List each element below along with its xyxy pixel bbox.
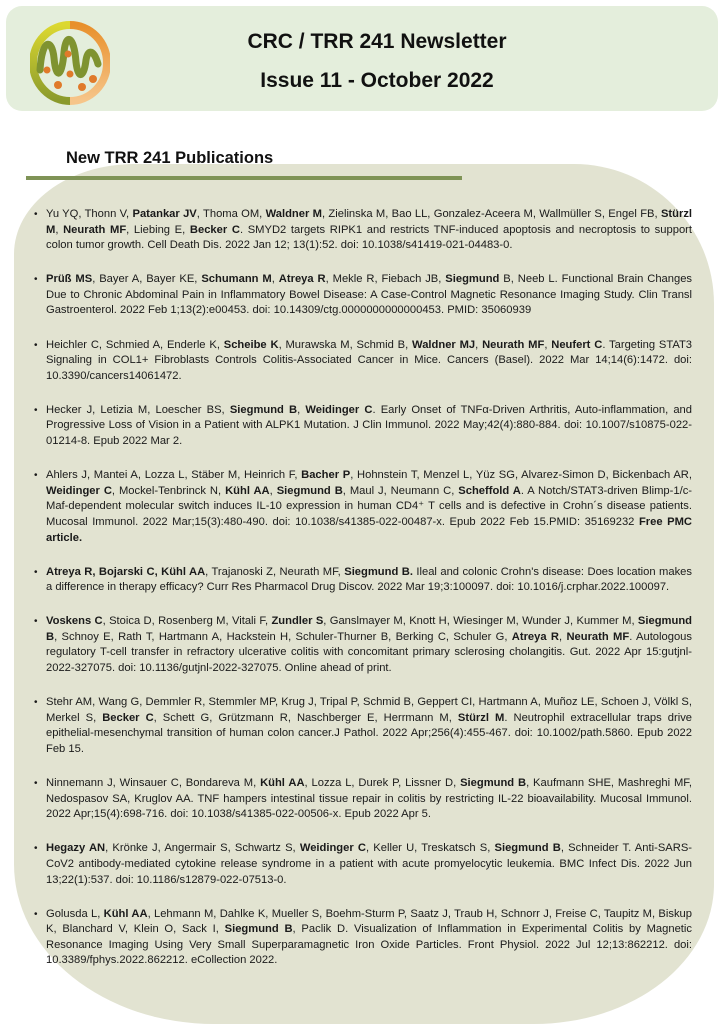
newsletter-title: CRC / TRR 241 Newsletter bbox=[247, 30, 507, 53]
publication-item bbox=[34, 841, 692, 888]
citation-text: . Targeting STAT3 Signaling in COL1+ Fibroblasts Controls Colitis-Associated Cancer in Mice. Cancers (Basel). 2022 Mar 14;14(6):1472. doi: 10.3390/cancers14061472. bbox=[46, 338, 693, 382]
citation-text: , Mekle R, Fiebach JB, bbox=[325, 273, 446, 286]
highlighted-author: Weidinger C bbox=[46, 484, 112, 497]
issue-label: Issue 11 - October 2022 bbox=[260, 69, 494, 92]
citation-text: Ninnemann J, Winsauer C, Bondareva M, bbox=[46, 777, 261, 790]
highlighted-author: Kühl AA bbox=[225, 484, 270, 497]
citation-text: , Lehmann M, Dahlke K, Mueller S, Boehm-Sturm P, Saatz J, Traub H, Schnorr J, Freise C, Taupitz M, Biskup K, Blanchard V, Klein O, Sack I, bbox=[46, 907, 693, 936]
citation-text: , Maul J, Neumann C, bbox=[342, 484, 459, 497]
publication-citation bbox=[46, 695, 692, 757]
highlighted-author: Stürzl M bbox=[457, 711, 505, 724]
highlighted-author: Becker C bbox=[189, 223, 240, 236]
citation-text: , Krönke J, Angermair S, Schwartz S, bbox=[105, 842, 300, 855]
citation-text: . Neutrophil extracellular traps drive epithelial-mesenchymal transition of human colon cancer.J Pathol. 2022 Apr;256(4):455-467. doi: 10.1002/path.5860. Epub 2022 Feb 15. bbox=[46, 711, 693, 755]
publication-item bbox=[34, 565, 692, 596]
citation-text: Hecker J, Letizia M, Loescher BS, bbox=[46, 403, 230, 416]
citation-text: , Keller U, Treskatsch S, bbox=[366, 842, 495, 855]
highlighted-author: Scheibe K bbox=[223, 338, 279, 351]
highlighted-author: Weidinger C bbox=[299, 842, 366, 855]
citation-text: , Liebing E, bbox=[126, 223, 190, 236]
highlighted-author: Neurath MF bbox=[482, 338, 545, 351]
publication-citation bbox=[46, 776, 692, 823]
publication-citation bbox=[46, 338, 692, 385]
highlighted-author: Hegazy AN bbox=[46, 842, 106, 855]
citation-text: , bbox=[544, 338, 552, 351]
highlighted-author: Zundler S bbox=[271, 615, 324, 628]
publication-item bbox=[34, 272, 692, 319]
bullet-icon: • bbox=[34, 843, 38, 855]
highlighted-author: Kühl AA bbox=[260, 777, 305, 790]
highlighted-author: Neufert C bbox=[551, 338, 603, 351]
highlighted-author: Neurath MF bbox=[63, 223, 127, 236]
citation-text: Ahlers J, Mantei A, Lozza L, Stäber M, Heinrich F, bbox=[46, 469, 302, 482]
highlighted-author: Bacher P bbox=[301, 469, 351, 482]
highlighted-author: Kühl AA bbox=[103, 907, 148, 920]
publication-item bbox=[34, 614, 692, 676]
citation-text: , Schett G, Grützmann R, Naschberger E, Herrmann M, bbox=[153, 711, 458, 724]
citation-text: Golusda L, bbox=[46, 907, 104, 920]
highlighted-author: Siegmund B bbox=[494, 842, 561, 855]
bullet-icon: • bbox=[34, 778, 38, 790]
highlighted-author: Siegmund B bbox=[224, 923, 293, 936]
citation-text: Ileal and colonic Crohn's disease: Does location makes a difference in therapy efficacy? Curr Res Pharmacol Drug Discov. 2022 Mar 19;3:100097. doi: 10.1016/j.crphar.2022.100097. bbox=[46, 565, 692, 594]
highlighted-author: Voskens C bbox=[46, 615, 103, 628]
publication-item bbox=[34, 468, 692, 546]
citation-text: . Early Onset of TNFα-Driven Arthritis, Auto-inflammation, and Progressive Loss of Vision in a Patient with ALPK1 Mutation. J Clin Immunol. 2022 May;42(4):880-884. doi: 10.1007/s10875-022-01214-8. Epub 2022 Mar 2. bbox=[46, 403, 693, 448]
citation-text: , bbox=[271, 273, 279, 286]
citation-text: , Trajanoski Z, Neurath MF, bbox=[205, 565, 345, 578]
highlighted-author: Weidinger C bbox=[305, 403, 373, 416]
highlighted-author: Prüß MS bbox=[46, 273, 93, 286]
highlighted-author: Neurath MF bbox=[566, 630, 630, 643]
highlighted-author: Siegmund bbox=[445, 273, 500, 286]
highlighted-author: Free PMC article. bbox=[46, 515, 692, 544]
bullet-icon: • bbox=[34, 209, 38, 220]
publication-citation bbox=[46, 841, 692, 888]
citation-text: , Ganslmayer M, Knott H, Wiesinger M, Wunder J, Kummer M, bbox=[323, 615, 638, 628]
citation-text: Stehr AM, Wang G, Demmler R, Stemmler MP, Krug J, Tripal P, Schmid B, Geppert CI, Hartmann A, Muñoz LE, Schoen J, Völkl S, Merkel S, bbox=[46, 696, 692, 724]
citation-text: , Murawska M, Schmid B, bbox=[278, 338, 413, 351]
bullet-icon: • bbox=[34, 908, 38, 920]
citation-text: , Schneider T. Anti-SARS-CoV2 antibody-mediated cytokine release syndrome in a patient with acute promyelocytic leukemia. BMC Infect Dis. 2022 Jun 13;22(1):537. doi: 10.1186/s12879-022-07513-0. bbox=[46, 842, 693, 886]
publication-citation bbox=[46, 403, 692, 450]
publication-item bbox=[34, 338, 692, 385]
highlighted-author: Stürzl M bbox=[46, 208, 693, 236]
publication-citation bbox=[46, 565, 692, 596]
bullet-icon: • bbox=[34, 274, 38, 286]
citation-text: , Kaufmann SHE, Mashreghi MF, Nedospasov SA, Kruglov AA. TNF hampers intestinal tissue repair in colitis by restricting IL-22 bioavailability. Mucosal Immunol. 2022 Apr;15(4):698-716. doi: 10.1038/s41385-022-00506-x. Epub 2022 Apr 5. bbox=[46, 777, 692, 821]
citation-text: , Stoica D, Rosenberg M, Vitali F, bbox=[102, 615, 272, 628]
citation-text: , bbox=[297, 403, 306, 416]
citation-text: , Schnoy E, Rath T, Hartmann A, Hackstein H, Schuler-Thurner B, Berking C, Schuler G, bbox=[54, 630, 512, 643]
bullet-icon: • bbox=[34, 566, 38, 578]
highlighted-author: Waldner MJ bbox=[412, 338, 476, 351]
highlighted-author: Siegmund B bbox=[46, 615, 692, 643]
citation-text: . A Notch/STAT3-driven Blimp-1/c-Maf-dependent molecular switch induces IL-10 expression in human CD4⁺ T cells and is defective in Crohn´s disease patients. Mucosal Immunol. 2022 Mar;15(3):480-490. doi: 10.1038/s41385-022-00487-x. Epub 2022 Feb 15.PMID: 35169232 bbox=[46, 484, 693, 528]
publication-item bbox=[34, 776, 692, 823]
citation-text: , Paclik D. Visualization of Inflammation in Experimental Colitis by Magnetic Resonance Imaging Using Very Small Superparamagnetic Iron Oxide Particles. Front Physiol. 2022 Jul 12;13:862212. doi: 10.3389/fphys.2022.862212. eCollection 2022. bbox=[46, 923, 692, 967]
section-title: New TRR 241 Publications bbox=[66, 149, 274, 167]
citation-text: , Thoma OM, bbox=[196, 208, 266, 220]
publication-citation bbox=[46, 468, 692, 546]
citation-text: Yu YQ, Thonn V, bbox=[46, 208, 133, 220]
highlighted-author: Siegmund B bbox=[229, 403, 298, 416]
citation-text: . SMYD2 targets RIPK1 and restricts TNF-induced apoptosis and necroptosis to support colon tumor growth. Cell Death Dis. 2022 Jan 12; 13(1):52. doi: 10.1038/s41419-021-04483-0. bbox=[46, 223, 693, 252]
bullet-icon: • bbox=[34, 697, 38, 709]
highlighted-author: Atreya R, Bojarski C, Kühl AA bbox=[46, 565, 206, 578]
citation-text: , Hohnstein T, Menzel L, Yüz SG, Alvarez-Simon D, Bickenbach AR, bbox=[350, 469, 692, 482]
highlighted-author: Siegmund B. bbox=[344, 565, 413, 578]
publication-item bbox=[34, 207, 692, 254]
citation-text: . Autologous regulatory T-cell transfer in refractory ulcerative colitis with concomitant primary sclerosing cholangitis. Gut. 2022 Apr 15:gutjnl-2022-327075. doi: 10.1136/gutjnl-2022-327075. Online ahead of print. bbox=[46, 630, 692, 675]
citation-text: B, Neeb L. Functional Brain Changes Due to Chronic Abdominal Pain in Inflammatory Bowel Disease: A Case-Control Magnetic Resonance Imaging Study. Clin Transl Gastroenterol. 2022 Feb 1;13(2):e00453. doi: 10.14309/ctg.0000000000000453. PMID: 35060939 bbox=[46, 273, 693, 317]
bullet-icon: • bbox=[34, 470, 38, 482]
citation-text: , Zielinska M, Bao LL, Gonzalez-Aceera M, Wallmüller S, Engel FB, bbox=[321, 208, 661, 220]
highlighted-author: Scheffold A bbox=[458, 484, 521, 497]
bullet-icon: • bbox=[34, 404, 38, 416]
citation-text: , bbox=[475, 338, 483, 351]
bullet-icon: • bbox=[34, 339, 38, 351]
citation-text: , Mockel-Tenbrinck N, bbox=[111, 484, 226, 497]
citation-text: Heichler C, Schmied A, Enderle K, bbox=[46, 338, 224, 351]
publication-list bbox=[34, 207, 692, 987]
citation-text: , bbox=[559, 630, 567, 643]
bullet-icon: • bbox=[34, 616, 38, 628]
publication-citation bbox=[46, 907, 692, 969]
highlighted-author: Siegmund B bbox=[460, 777, 527, 790]
publication-citation bbox=[46, 207, 692, 254]
publication-item bbox=[34, 695, 692, 757]
highlighted-author: Schumann M bbox=[201, 273, 272, 286]
highlighted-author: Waldner M bbox=[265, 208, 322, 220]
highlighted-author: Atreya R bbox=[511, 630, 559, 643]
highlighted-author: Patankar JV bbox=[132, 208, 197, 220]
citation-text: , Bayer A, Bayer KE, bbox=[92, 273, 202, 286]
publication-item bbox=[34, 907, 692, 969]
publication-citation bbox=[46, 272, 692, 319]
publication-citation bbox=[46, 614, 692, 676]
newsletter-header bbox=[6, 6, 718, 111]
citation-text: , bbox=[55, 223, 64, 236]
highlighted-author: Becker C bbox=[102, 711, 154, 724]
citation-text: , Lozza L, Durek P, Lissner D, bbox=[304, 777, 461, 790]
citation-text: , bbox=[269, 484, 277, 497]
section-divider bbox=[26, 176, 462, 180]
highlighted-author: Siegmund B bbox=[276, 484, 343, 497]
publication-item bbox=[34, 403, 692, 450]
highlighted-author: Atreya R bbox=[278, 273, 326, 286]
